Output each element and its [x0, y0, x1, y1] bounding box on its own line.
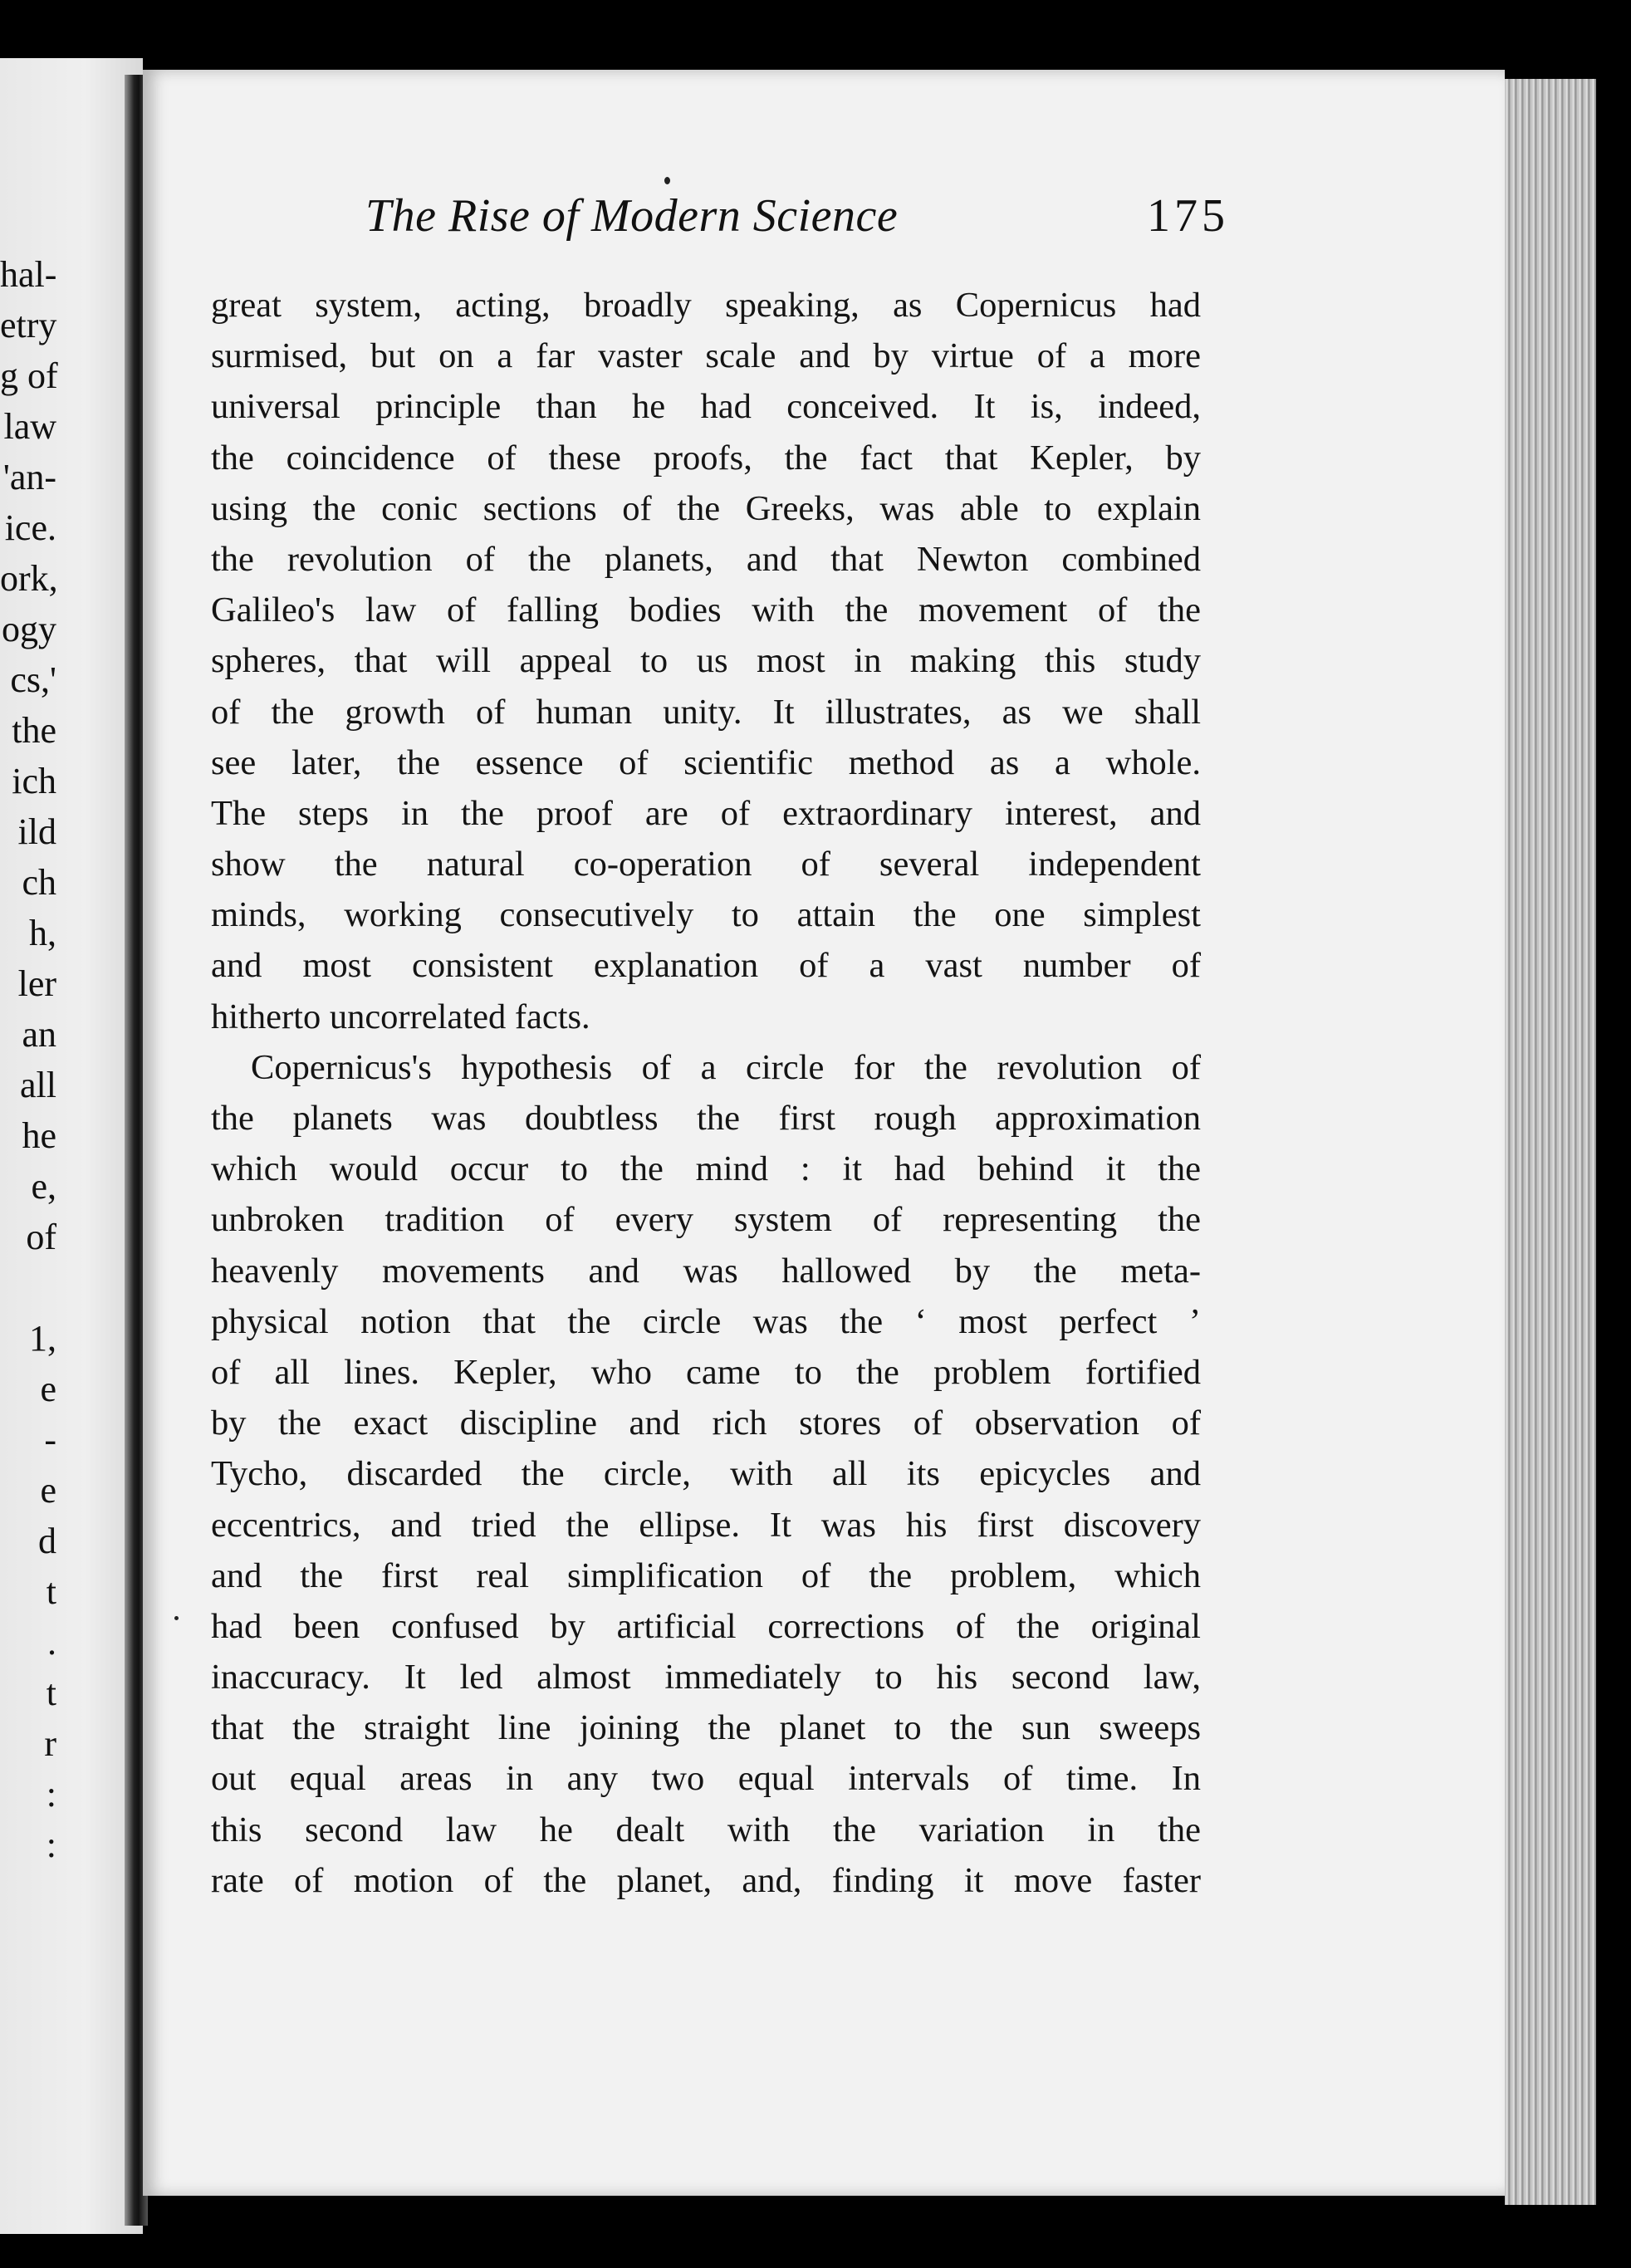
- line-end: g of: [0, 355, 58, 396]
- text-line: that the straight line joining the planet to the sun sweeps: [211, 1708, 1201, 1748]
- text-line: this second law he dealt with the variation in the: [211, 1810, 1201, 1849]
- line-end: e: [40, 1470, 56, 1511]
- text-line: hitherto uncorrelated facts.: [211, 997, 590, 1036]
- text-line: of the growth of human unity. It illustrates, as we shall: [211, 692, 1201, 732]
- line-end: .: [47, 1622, 56, 1663]
- line-end: 'an-: [2, 457, 56, 497]
- text-line: of all lines. Kepler, who came to the problem fortified: [211, 1352, 1201, 1392]
- line-end: :: [46, 1825, 56, 1865]
- text-line: surmised, but on a far vaster scale and by virtue of a more: [211, 336, 1201, 376]
- line-end: of: [26, 1217, 56, 1257]
- line-end: etry: [0, 305, 57, 345]
- text-line: the planets was doubtless the first rough approximation: [211, 1099, 1201, 1138]
- line-end: r: [44, 1723, 56, 1764]
- text-line: eccentrics, and tried the ellipse. It was his first discovery: [211, 1505, 1201, 1545]
- line-end: an: [22, 1014, 56, 1055]
- line-end: [0, 1262, 143, 1313]
- text-line: The steps in the proof are of extraordinary interest, and: [211, 793, 1201, 833]
- running-head: [365, 189, 1229, 264]
- text-line: unbroken tradition of every system of representing the: [211, 1200, 1201, 1240]
- line-end: t: [46, 1571, 56, 1612]
- line-end: t: [46, 1673, 56, 1713]
- text-line: spheres, that will appeal to us most in making this study: [211, 641, 1201, 681]
- line-end: the: [12, 710, 56, 751]
- previous-page-fragment: [0, 58, 143, 2234]
- line-end: ild: [17, 811, 56, 852]
- scan-speck: [664, 177, 670, 184]
- text-line: by the exact discipline and rich stores of observation of: [211, 1403, 1201, 1443]
- text-line: using the conic sections of the Greeks, was able to explain: [211, 488, 1201, 528]
- text-line: inaccuracy. It led almost immediately to his second law,: [211, 1658, 1201, 1697]
- line-end: e: [40, 1369, 56, 1409]
- text-line: physical notion that the circle was the ‘ most perfect ’: [211, 1301, 1201, 1341]
- line-end: ich: [12, 761, 56, 801]
- text-line: the revolution of the planets, and that Newton combined: [211, 539, 1201, 579]
- text-line: universal principle than he had conceived. It is, indeed,: [211, 387, 1201, 427]
- line-end: he: [22, 1115, 56, 1156]
- line-end: -: [44, 1419, 56, 1460]
- text-line: which would occur to the mind : it had behind it the: [211, 1149, 1201, 1189]
- line-end: h,: [29, 913, 56, 953]
- line-end: ork,: [0, 558, 58, 599]
- line-end: ch: [22, 862, 56, 903]
- text-line: the coincidence of these proofs, the fact that Kepler, by: [211, 438, 1201, 478]
- text-line: Copernicus's hypothesis of a circle for the revolution of: [251, 1047, 1201, 1087]
- page-number: 175: [1147, 190, 1229, 242]
- text-line: rate of motion of the planet, and, finding it move faster: [211, 1860, 1201, 1900]
- running-title: The Rise of Modern Science: [365, 190, 899, 242]
- text-line: show the natural co-operation of several independent: [211, 845, 1201, 884]
- text-line: Galileo's law of falling bodies with the movement of the: [211, 590, 1201, 630]
- text-line: out equal areas in any two equal intervals of time. In: [211, 1759, 1201, 1799]
- line-end: ogy: [2, 609, 56, 649]
- body-text: [211, 280, 1201, 1906]
- text-line: great system, acting, broadly speaking, as Copernicus had: [211, 286, 1201, 325]
- line-end: law: [3, 406, 56, 447]
- text-line: had been confused by artificial corrections of the original: [211, 1606, 1201, 1646]
- text-line: see later, the essence of scientific method as a whole.: [211, 742, 1201, 782]
- line-end: d: [38, 1521, 56, 1561]
- text-line: heavenly movements and was hallowed by the meta-: [211, 1251, 1201, 1291]
- line-end: all: [20, 1065, 56, 1105]
- line-end: e,: [31, 1166, 56, 1207]
- previous-page-line-ends: [0, 249, 143, 1870]
- line-end: 1,: [29, 1318, 56, 1359]
- line-end: cs,': [10, 659, 56, 700]
- line-end: :: [46, 1774, 56, 1815]
- line-end: hal-: [0, 254, 57, 295]
- text-line: and the first real simplification of the problem, which: [211, 1555, 1201, 1595]
- line-end: ice.: [4, 507, 56, 548]
- line-end: ler: [17, 963, 56, 1004]
- page-edge-stack: [1505, 79, 1596, 2205]
- text-line: Tycho, discarded the circle, with all its epicycles and: [211, 1454, 1201, 1494]
- scan-speck: [174, 1616, 179, 1620]
- text-line: minds, working consecutively to attain the one simplest: [211, 895, 1201, 935]
- text-line: and most consistent explanation of a vast number of: [211, 946, 1201, 986]
